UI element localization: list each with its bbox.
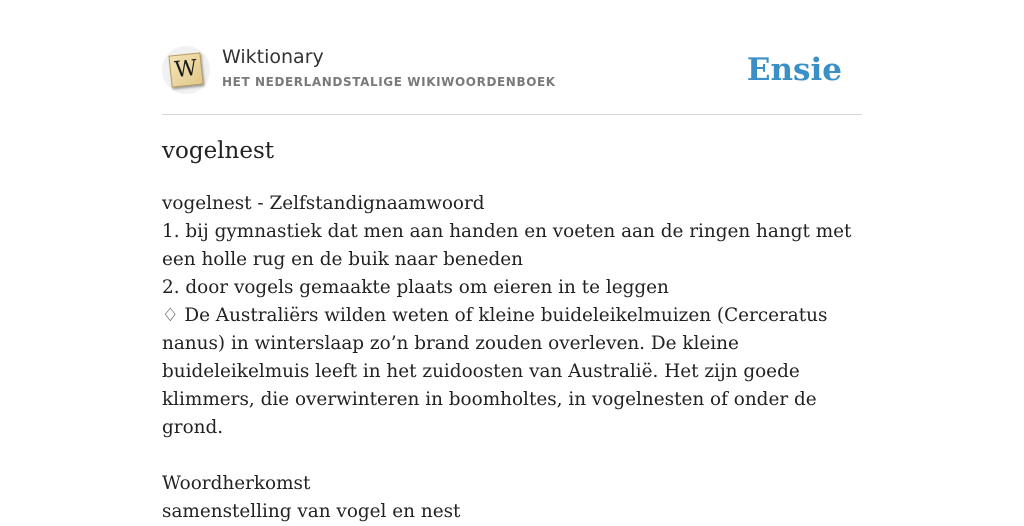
etymology-heading: Woordherkomst bbox=[162, 473, 311, 494]
example-sentence: ♢ De Australiërs wilden weten of kleine buideleikelmuizen (Cerceratus nanus) in winterslaap zo’n brand zouden overleven. De kleine buideleikelmuis leeft in het zuidoosten van Australië. Het zijn goede klimmers, die overwinteren in boomholtes, in vogelnesten of onder de grond. bbox=[162, 305, 828, 438]
definition-2: 2. door vogels gemaakte plaats om eieren in te leggen bbox=[162, 277, 669, 298]
word-class-line: vogelnest - Zelfstandignaamwoord bbox=[162, 193, 485, 214]
entry-content bbox=[162, 190, 862, 526]
spacer bbox=[162, 442, 862, 470]
wiktionary-logo-icon bbox=[168, 52, 203, 87]
page-title: vogelnest bbox=[162, 138, 275, 164]
site-header bbox=[162, 44, 862, 115]
logo-letter: W bbox=[173, 55, 199, 84]
ensie-brand-link[interactable]: Ensie bbox=[746, 52, 842, 88]
site-name[interactable]: Wiktionary bbox=[222, 46, 324, 68]
wiktionary-logo[interactable] bbox=[162, 46, 210, 94]
definition-1: 1. bij gymnastiek dat men aan handen en voeten aan de ringen hangt met een holle rug en de buik naar beneden bbox=[162, 221, 852, 270]
etymology-text: samenstelling van vogel en nest bbox=[162, 501, 461, 522]
site-tagline: HET NEDERLANDSTALIGE WIKIWOORDENBOEK bbox=[222, 75, 556, 89]
